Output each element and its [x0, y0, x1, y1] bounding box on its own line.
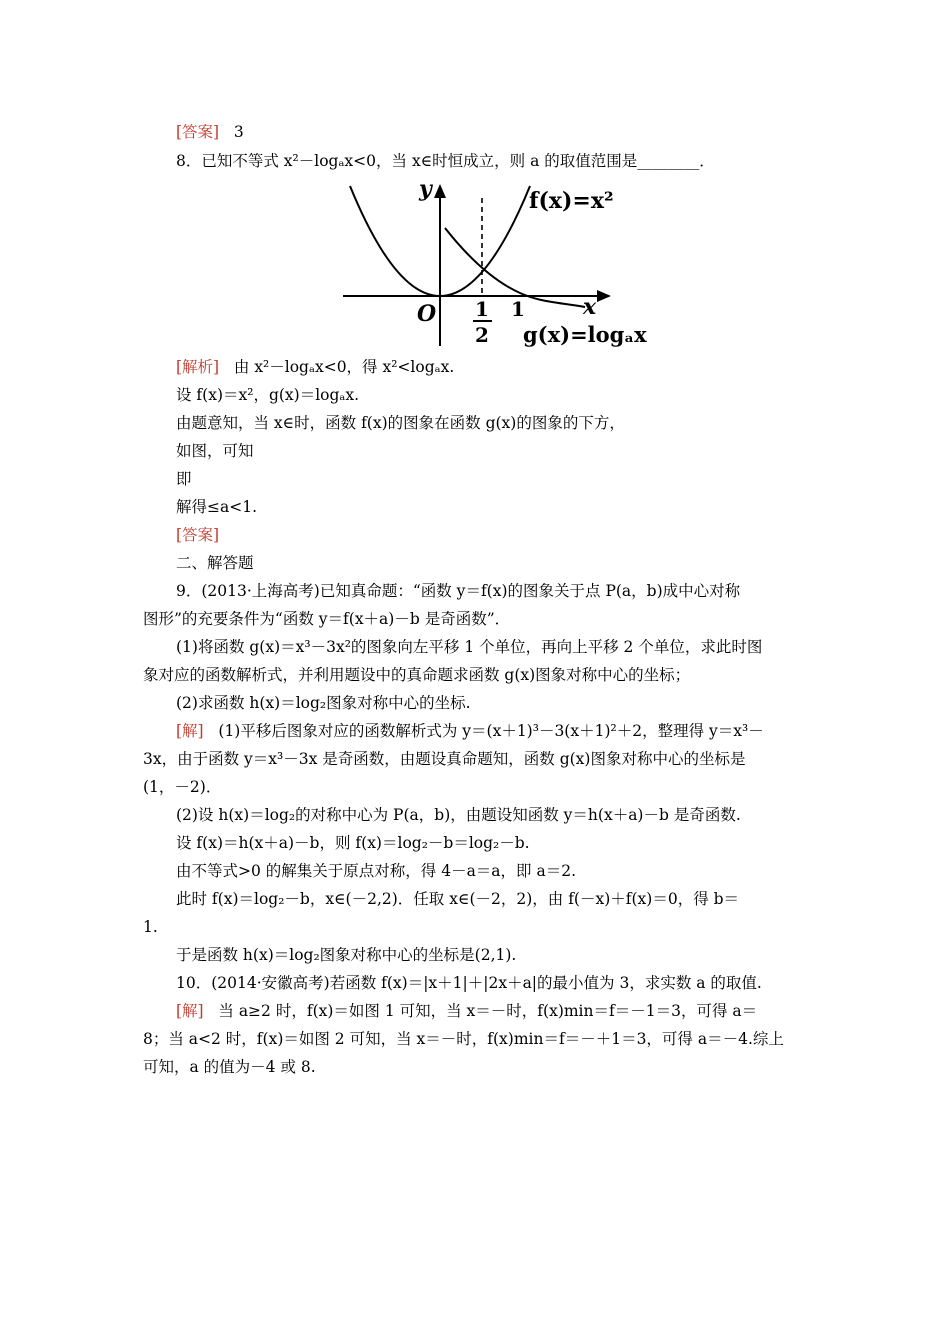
section-heading: 二、解答题 — [176, 554, 254, 572]
solution-text: (1)平移后图象对应的函数解析式为 y＝(x＋1)³－3(x＋1)²＋2，整理得 y＝x³－ — [218, 722, 764, 740]
solution-text: 当 a≥2 时，f(x)＝如图 1 可知，当 x＝－时，f(x)min＝f＝－1＝3，可得 a＝ — [218, 1002, 758, 1020]
answer-tag: [答案] — [176, 123, 220, 141]
q9-solution-line-9: 于是函数 h(x)＝log₂图象对称中心的坐标是(2,1). — [176, 946, 517, 964]
q10-solution-line-1 — [176, 1000, 757, 1022]
q8-line-3: 由题意知，当 x∈时，函数 f(x)的图象在函数 g(x)的图象的下方， — [176, 414, 625, 432]
q8-analysis-line — [176, 356, 454, 378]
q8-line-5: 即 — [176, 470, 192, 488]
half-numerator: 1 — [475, 297, 489, 321]
q8-answer-tag: [答案] — [176, 526, 220, 544]
q9-line-1: 9．(2013·上海高考)已知真命题：“函数 y＝f(x)的图象关于点 P(a，b)成中心对称 — [176, 582, 741, 600]
analysis-text: 由 x²－logₐx<0，得 x²<logₐx. — [233, 358, 455, 376]
f-curve-label: f(x)=x² — [529, 188, 614, 214]
q9-solution-line-2: 3x，由于函数 y＝x³－3x 是奇函数，由题设真命题知，函数 g(x)图象对称中心的坐标是 — [143, 750, 746, 768]
x-axis-label: x — [583, 294, 597, 320]
y-axis-arrow-icon — [434, 184, 446, 198]
q9-line-2: 图形”的充要条件为“函数 y＝f(x＋a)－b 是奇函数”． — [143, 610, 511, 628]
q10-line-1: 10．(2014·安徽高考)若函数 f(x)＝|x＋1|＋|2x＋a|的最小值为 3，求实数 a 的取值. — [176, 974, 762, 992]
q9-solution-line-1 — [176, 720, 764, 742]
solution-tag: [解] — [176, 1002, 204, 1020]
q10-solution-line-2: 8；当 a<2 时，f(x)＝如图 2 可知，当 x＝－时，f(x)min＝f＝－＋1＝3，可得 a＝－4.综上 — [143, 1030, 784, 1048]
q9-line-3: (1)将函数 g(x)＝x³－3x²的图象向左平移 1 个单位，再向上平移 2 个单位，求此时图 — [176, 638, 763, 656]
x-axis-arrow-icon — [597, 290, 611, 302]
q8-function-graph — [335, 176, 655, 350]
q9-line-5: (2)求函数 h(x)＝log₂图象对称中心的坐标. — [176, 694, 471, 712]
q8-line-4: 如图，可知 — [176, 442, 254, 460]
one-tick-label: 1 — [511, 297, 525, 321]
q9-solution-line-5: 设 f(x)＝h(x＋a)－b，则 f(x)＝log₂－b＝log₂－b. — [176, 834, 530, 852]
g-curve-label: g(x)=logₐx — [523, 322, 647, 347]
answer-value: 3 — [233, 123, 244, 141]
q9-line-4: 象对应的函数解析式，并利用题设中的真命题求函数 g(x)图象对称中心的坐标； — [143, 666, 691, 684]
y-axis-label: y — [419, 176, 432, 202]
q8-line-2: 设 f(x)＝x²，g(x)＝logₐx. — [176, 386, 360, 404]
q8-stem: 8．已知不等式 x²－logₐx<0，当 x∈时恒成立，则 a 的取值范围是________． — [176, 152, 715, 170]
q8-line-6: 解得≤a<1. — [176, 498, 258, 516]
q9-solution-line-4: (2)设 h(x)＝log₂的对称中心为 P(a，b)，由题设知函数 y＝h(x＋a)－b 是奇函数. — [176, 806, 741, 824]
q10-solution-line-3: 可知，a 的值为－4 或 8. — [143, 1058, 316, 1076]
solution-tag: [解] — [176, 722, 204, 740]
half-denominator: 2 — [475, 323, 489, 347]
q9-solution-line-7: 此时 f(x)＝log₂－b，x∈(－2,2)．任取 x∈(－2，2)，由 f(－x)＋f(x)＝0，得 b＝ — [176, 890, 740, 908]
q9-solution-line-8: 1. — [143, 918, 158, 936]
analysis-tag: [解析] — [176, 358, 220, 376]
origin-label: O — [417, 301, 437, 327]
q7-answer-line — [176, 121, 244, 143]
q9-solution-line-3: (1，－2)． — [143, 778, 222, 796]
q9-solution-line-6: 由不等式>0 的解集关于原点对称，得 4－a＝a，即 a＝2. — [176, 862, 577, 880]
